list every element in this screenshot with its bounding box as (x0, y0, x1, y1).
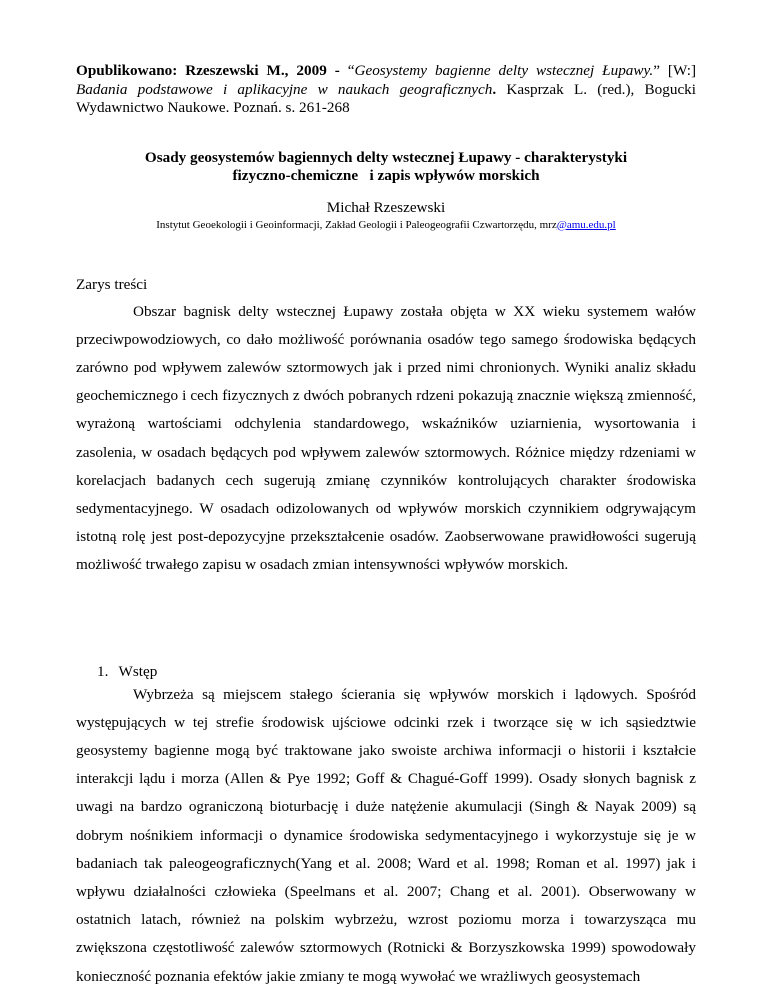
paper-title-line-1: Osady geosystemów bagiennych delty wstecznej Łupawy - charakterystyki (144, 148, 628, 166)
citation-in-label: [W:] (667, 62, 697, 79)
citation-quote-close: ” (653, 62, 668, 79)
citation-article-title: Geosystemy bagienne delty wstecznej Łupawy. (354, 62, 654, 79)
paper-title (76, 149, 696, 186)
abstract-heading: Zarys treści (76, 275, 148, 293)
abstract-body: Obszar bagnisk delty wstecznej Łupawy została objęta w XX wieku systemem wałów przeciwpowodziowych, co dało możliwość porównania osadów tego samego środowiska będących zarówno pod wpływem zalewów sztormowych jak i przed nimi chronionych. Wyniki analiz składu geochemicznego i cech fizycznych z dwóch pobranych rdzeni pokazują znacznie większą zmienność, wyrażoną wartościami odchylenia standardowego, wskaźników uziarnienia, wysortowania i zasolenia, w osadach będących pod wpływem zalewów sztormowych. Różnice między rdzeniami w korelacjach badanych cech sugerują zmianę czynników kontrolujących charakter środowiska sedymentacyjnego. W osadach odizolowanych od wpływów morskich czynnikiem odgrywającym istotną rolę jest post-depozycyjne przekształcenie osadów. Zaobserwowane prawidłowości sugerują możliwość trwałego zapisu w osadach zmian intensywności wpływów morskich. (76, 302, 696, 574)
paper-title-line-2: fizyczno-chemiczne i zapis wpływów morskich (232, 167, 540, 184)
citation-quote-open: “ (339, 62, 355, 79)
email-link[interactable]: @amu.edu.pl (556, 218, 616, 231)
affiliation-text: Instytut Geoekologii i Geoinformacji, Zakład Geologii i Paleogeografii Czwartorzędu, mrz (156, 218, 557, 231)
author-name: Michał Rzeszewski (326, 198, 446, 216)
document-page (76, 62, 696, 991)
citation-book-dot: . (492, 80, 497, 98)
author-affiliation (76, 218, 696, 232)
citation-rest: Kasprzak L. (red.), Bogucki Wydawnictwo Naukowe. Poznań. s. 261-268 (76, 80, 696, 116)
section-1-body: Wybrzeża są miejscem stałego ścierania się wpływów morskich i lądowych. Spośród występujących w tej strefie środowisk ujściowe odcinki rzek i tworzące się w ich sąsiedztwie geosystemy bagienne mogą być traktowane jako swoiste archiwa informacji o historii i kształcie interakcji lądu i morza (Allen & Pye 1992; Goff & Chagué-Goff 1999). Osady słonych bagnisk z uwagi na bardzo ograniczoną bioturbację i duże natężenie akumulacji (Singh & Nayak 2009) są dobrym nośnikiem informacji o dynamice środowiska sedymentacyjnego i wykorzystuje się je w badaniach tak paleogeograficznych(Yang et al. 2008; Ward et al. 1998; Roman et al. 1997) jak i wpływu działalności człowieka (Speelmans et al. 2007; Chang et al. 2001). Obserwowany w ostatnich latach, również na polskim wybrzeżu, wzrost poziomu morza i towarzysząca mu zwiększona częstotliwość zalewów sztormowych (Rotnicki & Borzyszkowska 1999) spowodowały konieczność poznania efektów jakie zmiany te mogą wywołać we wrażliwych geosystemach (76, 685, 696, 985)
section-1-number: 1. (97, 662, 109, 680)
citation-label: Opublikowano: Rzeszewski M., 2009 - (76, 62, 340, 79)
publication-citation (76, 62, 696, 118)
section-1-title: Wstęp (118, 662, 158, 680)
citation-book-title: Badania podstawowe i aplikacyjne w naukach geograficznych (76, 80, 493, 98)
section-1-heading (76, 663, 696, 681)
